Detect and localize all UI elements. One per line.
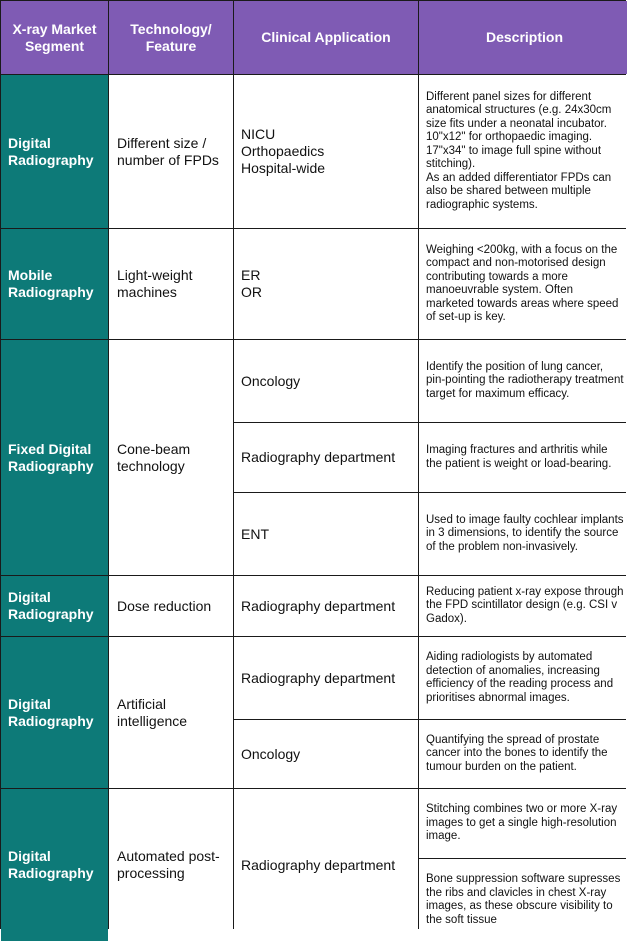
clinical-item: Orthopaedics	[241, 143, 325, 159]
segment-label: Digital Radiography	[8, 848, 94, 881]
technology-label: Dose reduction	[117, 597, 212, 614]
clinical-cell	[234, 637, 418, 719]
technology-label: Artificial intelligence	[117, 695, 188, 729]
segment-label: Mobile Radiography	[8, 267, 94, 300]
header-segment-label: X-ray Market Segment	[12, 20, 97, 54]
segment-label: Fixed Digital Radiography	[8, 440, 94, 474]
description-cell	[419, 423, 627, 492]
clinical-cell	[234, 340, 418, 422]
description-cell	[419, 576, 627, 636]
description-cell	[419, 789, 627, 858]
description-text: Reducing patient x-ray expose through the FPD scintillator design (e.g. CSI v Gadox).	[426, 585, 624, 625]
clinical-item: Hospital-wide	[241, 160, 326, 176]
technology-label: Light-weight machines	[117, 267, 193, 300]
segment-label: Digital Radiography	[8, 589, 94, 622]
clinical-item: Radiography department	[241, 597, 396, 614]
description-text: Identify the position of lung cancer, pin-pointing the radiotherapy treatment target for maximum efficacy.	[426, 360, 624, 400]
technology-label: Automated post-processing	[117, 848, 220, 881]
clinical-item: Radiography department	[241, 856, 396, 873]
description-text: Stitching combines two or more X-ray images to get a single high-resolution image.	[426, 803, 618, 843]
segment-cell	[1, 789, 108, 941]
segment-cell	[1, 637, 108, 788]
description-cell	[419, 340, 627, 422]
segment-cell	[1, 576, 108, 636]
header-clinical-label: Clinical Application	[261, 29, 391, 45]
description-text: Different panel sizes for different anatomical structures (e.g. 24x30cm size fits under a neonatal incubator. 10"x12" for orthopaedic imaging. 17"x34" to image full spine without stitching). As an added differentiator FPDs can also be shared between multiple radiographic systems.	[426, 90, 612, 211]
clinical-item: NICU	[241, 126, 276, 142]
technology-cell	[109, 75, 233, 228]
clinical-cell	[234, 576, 418, 636]
description-cell	[419, 637, 627, 719]
clinical-item: ENT	[241, 525, 269, 542]
header-segment	[1, 1, 108, 74]
header-clinical	[234, 1, 418, 74]
clinical-item: Radiography department	[241, 669, 396, 686]
header-technology-label: Technology/ Feature	[130, 20, 212, 54]
segment-label: Digital Radiography	[8, 695, 94, 729]
clinical-cell	[234, 720, 418, 788]
description-text: Used to image faulty cochlear implants in 3 dimensions, to identify the source of the problem non-invasively.	[426, 513, 624, 553]
description-cell	[419, 859, 627, 941]
technology-cell	[109, 576, 233, 636]
description-cell	[419, 720, 627, 788]
header-description-label: Description	[485, 29, 563, 45]
header-description	[419, 1, 627, 74]
segment-label: Digital Radiography	[8, 134, 94, 168]
segment-cell	[1, 229, 108, 339]
technology-cell	[109, 229, 233, 339]
header-technology	[109, 1, 233, 74]
description-cell	[419, 229, 627, 339]
clinical-cell	[234, 229, 418, 339]
clinical-cell	[234, 423, 418, 492]
description-text: Aiding radiologists by automated detection of anomalies, increasing efficiency of the reading process and prioritises abnormal images.	[426, 651, 614, 704]
technology-cell	[109, 789, 233, 941]
clinical-item: Oncology	[241, 745, 301, 762]
clinical-item: ER	[241, 267, 261, 283]
clinical-item: Radiography department	[241, 449, 396, 465]
clinical-cell	[234, 75, 418, 228]
segment-cell	[1, 75, 108, 228]
description-text: Weighing <200kg, with a focus on the compact and non-motorised design contributing towards a more manoeuvrable system. Often marketed towards areas where speed of set-up is key.	[426, 243, 619, 323]
technology-label: Cone-beam technology	[117, 440, 191, 474]
segment-cell	[1, 340, 108, 575]
description-text: Bone suppression software supresses the ribs and clavicles in chest X-ray images, as these obscure visibility to the soft tissue	[426, 873, 621, 926]
clinical-cell	[234, 789, 418, 941]
clinical-cell	[234, 493, 418, 575]
clinical-item: OR	[241, 284, 262, 300]
description-text: Imaging fractures and arthritis while the patient is weight or load-bearing.	[426, 444, 612, 470]
technology-cell	[109, 637, 233, 788]
description-cell	[419, 493, 627, 575]
clinical-item: Oncology	[241, 372, 301, 389]
description-cell	[419, 75, 627, 228]
technology-cell	[109, 340, 233, 575]
technology-label: Different size / number of FPDs	[117, 134, 219, 168]
description-text: Quantifying the spread of prostate cancer into the bones to identify the tumour burden on the patient.	[426, 733, 608, 773]
